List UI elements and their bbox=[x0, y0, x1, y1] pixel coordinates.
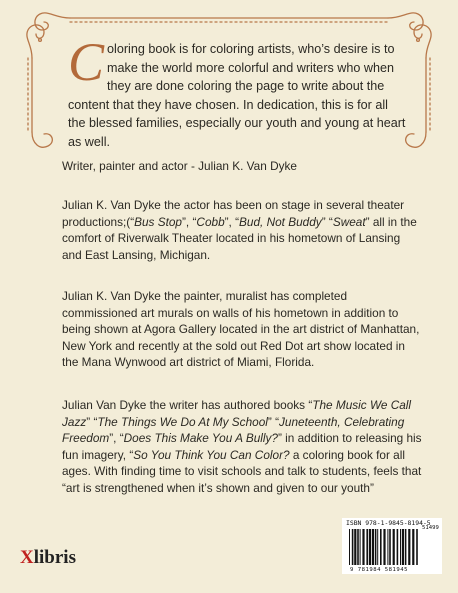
actor-paragraph bbox=[62, 197, 422, 263]
title-bud-not-buddy: Bud, Not Buddy bbox=[239, 214, 322, 229]
barcode-bar bbox=[375, 529, 377, 565]
barcode-bar bbox=[397, 529, 399, 565]
price-code: 51499 bbox=[422, 525, 439, 531]
barcode-bar bbox=[349, 529, 350, 565]
barcode-bar bbox=[387, 529, 388, 565]
barcode-bar bbox=[405, 529, 407, 565]
text-run: ” in addition to releasing his fun imagery, “ bbox=[62, 431, 422, 462]
barcode-bar bbox=[402, 529, 404, 565]
barcode-bar bbox=[416, 529, 418, 565]
text-run: ” “ bbox=[321, 214, 333, 229]
barcode-bar bbox=[380, 529, 382, 565]
barcode-bar bbox=[357, 529, 359, 565]
barcode bbox=[348, 529, 420, 565]
text-run: Julian K. Van Dyke the actor has been on stage in several theater productions;(“ bbox=[62, 198, 405, 229]
barcode-bar bbox=[400, 529, 401, 565]
text-run: ”, “ bbox=[182, 214, 197, 229]
intro-text: oloring book is for coloring artists, who’s desire is to make the world more colorful and writers who when they are done coloring the page to write about the content that they have chosen. In dedication, this is for all the blessed families, especially our youth and young at heart as well. bbox=[68, 42, 406, 149]
title-cobb: Cobb bbox=[196, 214, 225, 229]
barcode-bar bbox=[369, 529, 371, 565]
barcode-bar bbox=[408, 529, 410, 565]
intro-paragraph bbox=[68, 32, 408, 152]
title-juneteenth: Juneteenth, Celebrating Freedom bbox=[62, 414, 405, 446]
drop-cap: C bbox=[68, 32, 105, 92]
barcode-bar bbox=[352, 529, 354, 565]
text-run: ”, “ bbox=[109, 431, 124, 446]
writer-paragraph bbox=[62, 397, 422, 497]
barcode-bar bbox=[393, 529, 395, 565]
text-run: ” all in the comfort of Riverwalk Theater located in his hometown of Lansing and East Lansing, Michigan. bbox=[62, 214, 417, 262]
title-bus-stop: Bus Stop bbox=[134, 214, 182, 229]
text-run: ”, “ bbox=[224, 214, 240, 229]
publisher-logo bbox=[20, 547, 76, 569]
logo-x: X bbox=[20, 547, 34, 568]
text-run: a coloring book for all ages. With finding time to visit schools and talk to students, feels that “art is strengthened when it’s shown and given to our youth” bbox=[62, 447, 422, 495]
barcode-bar bbox=[366, 529, 368, 565]
text-run: ” “ bbox=[267, 414, 280, 429]
barcode-bar bbox=[383, 529, 385, 565]
barcode-bar bbox=[412, 529, 414, 565]
painter-paragraph: Julian K. Van Dyke the painter, muralist has completed commissioned art murals on walls of his hometown in addition to being shown at Agora Gallery located in the art district of Manhattan, New York and recently at the sold out Red Dot art show located in the Mana Wynwood art district of Miami, Florida. bbox=[62, 289, 420, 370]
barcode-bar bbox=[377, 529, 378, 565]
isbn-label: ISBN 978-1-9845-8194-5 bbox=[346, 519, 431, 527]
title-so-you-think: So You Think You Can Color? bbox=[133, 447, 290, 462]
barcode-bar bbox=[360, 529, 361, 565]
title-music-we-call-jazz: The Music We Call Jazz bbox=[62, 398, 412, 429]
title-bully: Does This Make You A Bully? bbox=[123, 431, 278, 446]
text-run: ” “ bbox=[86, 414, 98, 429]
title-things-we-do: The Things We Do At My School bbox=[97, 414, 268, 429]
logo-text: libris bbox=[33, 547, 76, 568]
text-run: Julian Van Dyke the writer has authored books “ bbox=[62, 398, 313, 412]
title-sweat: Sweat bbox=[332, 214, 366, 229]
barcode-bar bbox=[354, 529, 356, 565]
barcode-bar bbox=[372, 529, 374, 565]
byline: Writer, painter and actor - Julian K. Van Dyke bbox=[62, 159, 297, 173]
barcode-bar bbox=[362, 529, 364, 565]
barcode-bar bbox=[389, 529, 391, 565]
barcode-digits: 9 781984 581945 bbox=[350, 567, 409, 573]
